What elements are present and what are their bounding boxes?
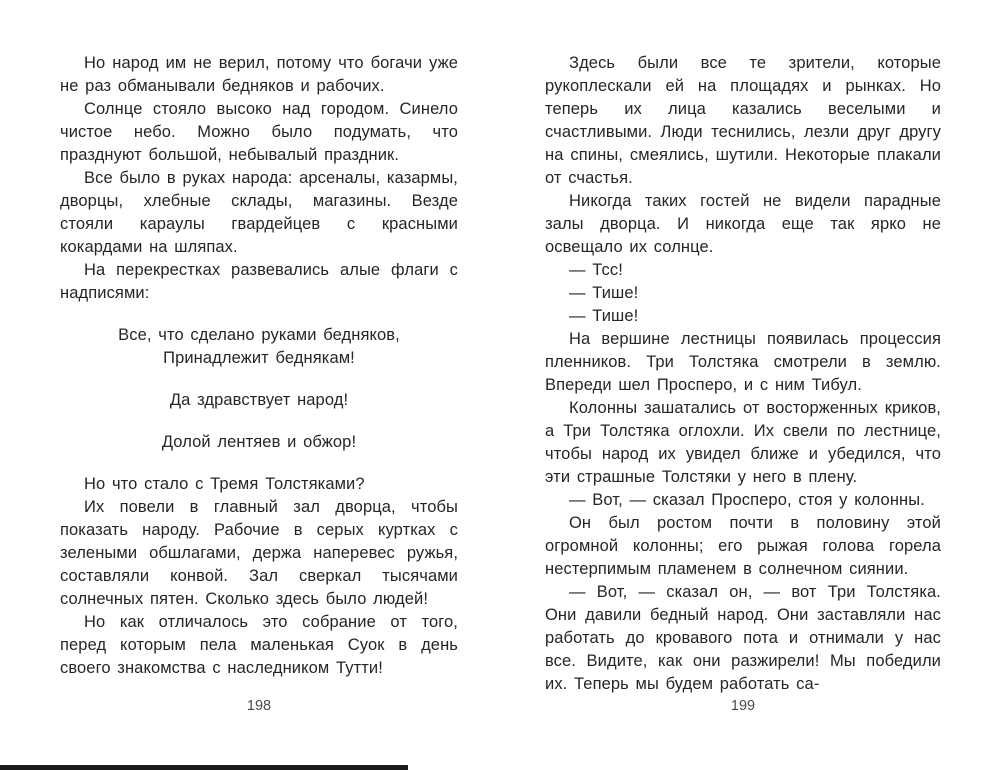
paragraph: Но народ им не верил, потому что богачи уже не раз обманывали бедняков и рабочих.: [60, 54, 458, 95]
paragraph: Солнце стояло высоко над городом. Синело чистое небо. Можно было подумать, что празднуют большой, небывалый праздник.: [60, 100, 458, 164]
paragraph: Но как отличалось это собрание от того, перед которым пела маленькая Суок в день своего знакомства с наследником Тутти!: [60, 613, 458, 677]
paragraph: Все было в руках народа: арсеналы, казармы, дворцы, хлебные склады, магазины. Везде стояли караулы гвардейцев с красными кокардами на шляпах.: [60, 169, 458, 256]
verse-spacer: [60, 412, 458, 431]
paragraph: — Тише!: [569, 284, 639, 302]
paragraph: — Вот, — сказал он, — вот Три Толстяка. Они давили бедный народ. Они заставляли нас работать до кровавого пота и отнимали у нас все. Видите, как они разжирели! Мы победили их. Теперь мы будем работать са-: [545, 583, 941, 693]
page-left-text: [60, 52, 458, 680]
paragraph: Здесь были все те зрители, которые рукоплескали ей на площадях и рынках. Но теперь их лица казались веселыми и счастливыми. Люди теснились, лезли друг другу на спины, смеялись, шутили. Некоторые плакали от счастья.: [545, 54, 941, 187]
verse-line: Принадлежит беднякам!: [163, 349, 355, 367]
verse-line: Долой лентяев и обжор!: [161, 433, 357, 451]
paragraph: — Тсс!: [569, 261, 623, 279]
paragraph: — Тише!: [569, 307, 639, 325]
reading-progress-bar: [0, 765, 408, 770]
page-right: [545, 52, 941, 740]
page-number-left: 198: [246, 698, 272, 714]
paragraph: — Вот, — сказал Просперо, стоя у колонны.: [569, 491, 925, 509]
verse-spacer: [60, 370, 458, 389]
verse-spacer: [60, 305, 458, 324]
page-left: [60, 52, 458, 740]
paragraph: Но что стало с Тремя Толстяками?: [84, 475, 365, 493]
page-right-text: [545, 52, 941, 696]
paragraph: Никогда таких гостей не видели парадные залы дворца. И никогда еще так ярко не освещало их солнце.: [545, 192, 941, 256]
paragraph: Он был ростом почти в половину этой огромной колонны; его рыжая голова горела нестерпимым пламенем в солнечном сиянии.: [545, 514, 941, 578]
paragraph: Их повели в главный зал дворца, чтобы показать народу. Рабочие в серых куртках с зелеными обшлагами, держа наперевес ружья, составляли конвой. Зал сверкал тысячами солнечных пятен. Сколько здесь было людей!: [60, 498, 458, 608]
verse-line: Все, что сделано руками бедняков,: [118, 326, 400, 344]
page-number-right: 199: [730, 698, 756, 714]
paragraph: На перекрестках развевались алые флаги с надписями:: [60, 261, 458, 302]
verse-spacer: [60, 454, 458, 473]
paragraph: Колонны зашатались от восторженных криков, а Три Толстяка оглохли. Их свели по лестнице, чтобы народ их увидел ближе и убедился, что эти страшные Толстяки у него в плену.: [545, 399, 941, 486]
verse-line: Да здравствует народ!: [169, 391, 349, 409]
paragraph: На вершине лестницы появилась процессия пленников. Три Толстяка смотрели в землю. Впереди шел Просперо, и с ним Тибул.: [545, 330, 941, 394]
